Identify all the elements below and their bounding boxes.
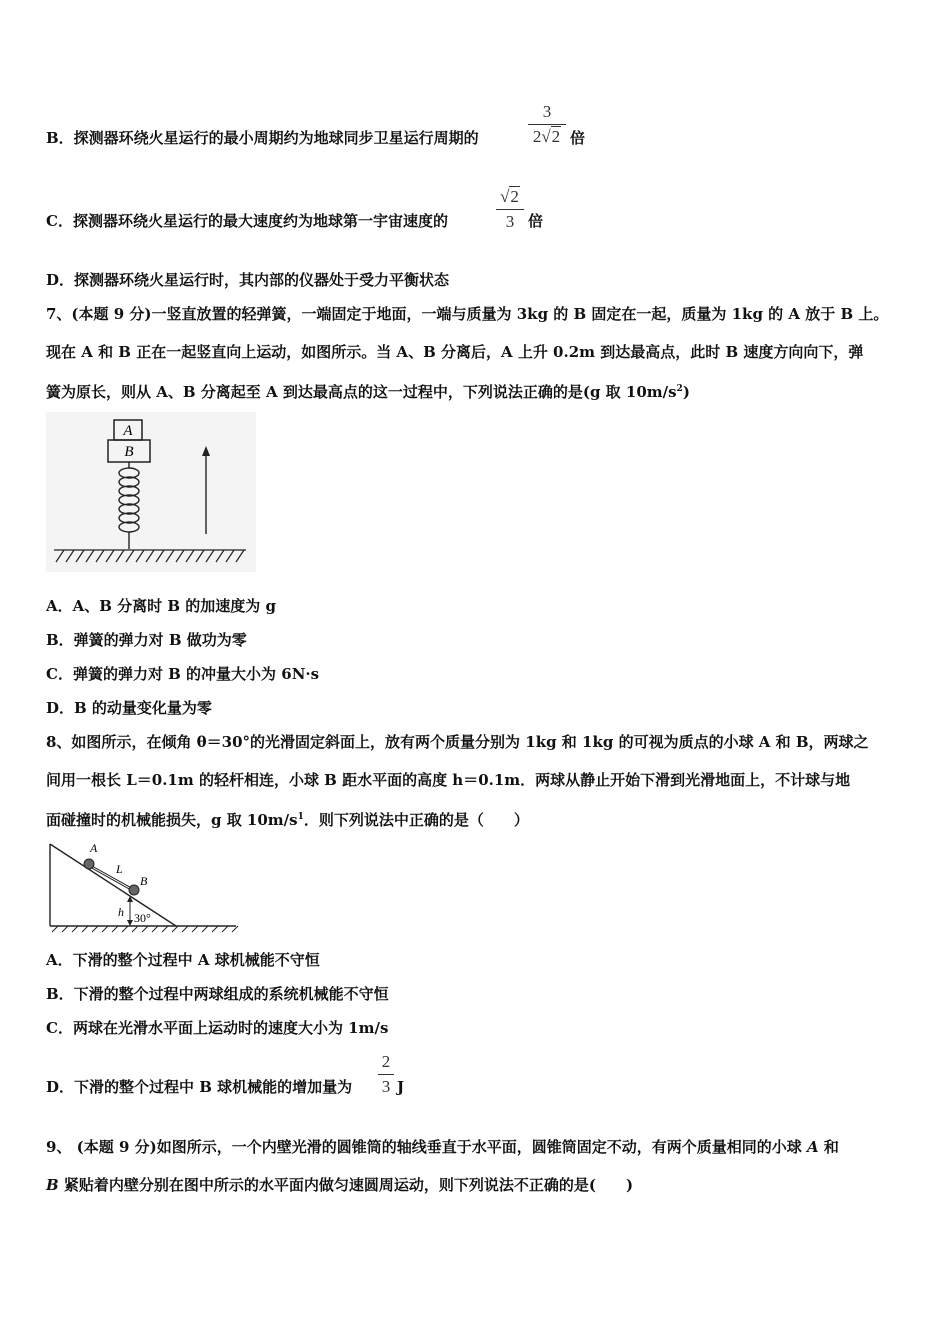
q8-stem-line3: 面碰撞时的机械能损失，g 取 $10m/s^1$．则下列说法中正确的是（ ）	[46, 811, 529, 829]
q6-option-d: D．探测器环绕火星运行时，其内部的仪器处于受力平衡状态	[46, 271, 450, 289]
fraction-denominator: 3	[505, 212, 515, 231]
fraction-numerator: 2	[381, 1052, 391, 1071]
q8-option-c: C．两球在光滑水平面上运动时的速度大小为 1m/s	[46, 1019, 389, 1037]
q7-option-c: C．弹簧的弹力对 B 的冲量大小为 6N·s	[46, 665, 320, 683]
q8-option-d-suffix: J	[397, 1078, 405, 1096]
q6-option-b-text: B．探测器环绕火星运行的最小周期约为地球同步卫星运行周期的	[46, 129, 479, 147]
q8-option-d-fraction	[378, 1052, 394, 1097]
q6-option-c-suffix: 倍	[528, 212, 544, 230]
label-l: L	[116, 862, 123, 876]
ball-b	[129, 885, 139, 895]
fraction-numerator: √2	[500, 187, 519, 206]
q6-option-b	[46, 128, 479, 148]
q7-stem-line2: 现在 A 和 B 正在一起竖直向上运动，如图所示。当 A、B 分离后，A 上升 0.2m 到达最高点，此时 B 速度方向向下，弹	[46, 343, 864, 361]
block-b-label: B	[124, 444, 134, 460]
label-h: h	[118, 905, 124, 919]
q6-option-b-suffix: 倍	[570, 129, 586, 147]
q7-stem-line3: 簧为原长，则从 A、B 分离起至 A 到达最高点的这一过程中，下列说法正确的是(g 取 $10m/s^2$)	[46, 383, 690, 401]
q6-option-c-fraction	[496, 187, 524, 232]
q7-option-b: B．弹簧的弹力对 B 做功为零	[46, 631, 247, 649]
fraction-denominator: 3	[381, 1077, 391, 1096]
q6-option-b-fraction	[528, 102, 566, 147]
ball-a	[84, 859, 94, 869]
label-b: B	[140, 874, 148, 888]
q8-stem-line2: 间用一根长 L＝0.1m 的轻杆相连，小球 B 距水平面的高度 h＝0.1m．两球从静止开始下滑到光滑地面上，不计球与地	[46, 771, 851, 789]
q6-option-c-text: C．探测器环绕火星运行的最大速度约为地球第一宇宙速度的	[46, 212, 448, 230]
q9-stem-line2: B 紧贴着内壁分别在图中所示的水平面内做匀速圆周运动，则下列说法不正确的是( )	[46, 1176, 634, 1194]
q8-stem-line1: 8、如图所示，在倾角 θ＝30°的光滑固定斜面上，放有两个质量分别为 1kg 和 1kg 的可视为质点的小球 A 和 B，两球之	[46, 733, 869, 751]
ground-hatch	[52, 926, 238, 932]
q6-option-c	[46, 211, 448, 231]
q7-spring-figure	[46, 412, 256, 572]
q7-option-a: A．A、B 分离时 B 的加速度为 g	[46, 597, 277, 615]
q8-option-b: B．下滑的整个过程中两球组成的系统机械能不守恒	[46, 985, 389, 1003]
fraction-numerator: 3	[542, 102, 552, 121]
q8-option-a: A．下滑的整个过程中 A 球机械能不守恒	[46, 951, 320, 969]
q7-option-d: D．B 的动量变化量为零	[46, 699, 212, 717]
label-a: A	[90, 841, 98, 855]
q9-stem-line1: 9、 (本题 9 分)如图所示，一个内壁光滑的圆锥筒的轴线垂直于水平面，圆锥筒固定不动，有两个质量相同的小球 A 和	[46, 1138, 839, 1156]
q7-stem-line1: 7、(本题 9 分)一竖直放置的轻弹簧，一端固定于地面，一端与质量为 3kg 的 B 固定在一起，质量为 1kg 的 A 放于 B 上。	[46, 305, 889, 323]
q8-incline-figure	[46, 840, 241, 936]
label-angle: 30°	[134, 911, 151, 925]
q8-option-d: D．下滑的整个过程中 B 球机械能的增加量为	[46, 1078, 353, 1096]
block-a-label: A	[123, 423, 133, 439]
fraction-denominator: 2√2	[532, 127, 561, 146]
